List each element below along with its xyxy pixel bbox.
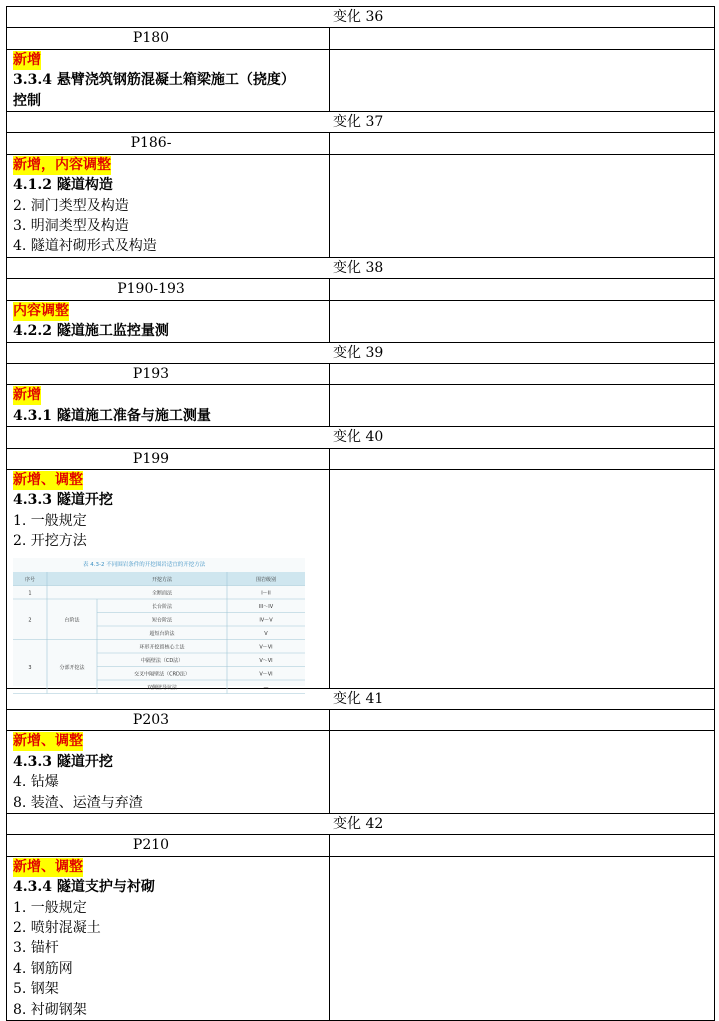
content-cell — [7, 469, 330, 691]
content-row — [7, 154, 715, 257]
content-cell — [7, 154, 330, 257]
change-type-tag: 新增、调整 — [13, 733, 83, 750]
page-row-empty-cell — [330, 279, 715, 300]
page-row — [7, 709, 715, 730]
page-row — [7, 835, 715, 856]
page-row — [7, 279, 715, 300]
section-item: 8. 装渣、运渣与弃渣 — [13, 794, 143, 811]
tag-line — [13, 857, 329, 877]
change-cell — [7, 7, 715, 28]
tag-line — [13, 155, 329, 175]
section-item: 8. 衬砌钢架 — [13, 1001, 87, 1018]
changes-table — [6, 6, 715, 1021]
page-row — [7, 133, 715, 154]
embedded-cell: 双侧壁导坑法 — [146, 684, 178, 691]
change-row — [7, 427, 715, 448]
change-row — [7, 342, 715, 363]
embedded-cell: 分部开挖法 — [59, 664, 85, 671]
embedded-cell: 超短台阶法 — [149, 630, 175, 637]
embedded-header: 序号 — [24, 576, 36, 583]
change-cell — [7, 112, 715, 133]
change-cell — [7, 688, 715, 709]
embedded-cell: V — [264, 630, 268, 637]
embedded-cell: III～IV — [258, 603, 274, 610]
content-cell — [7, 385, 330, 427]
section-heading-cont: 控制 — [13, 92, 41, 109]
embedded-caption: 表 4.3-2 不同围岩条件的开挖围岩适宜的开挖方法 — [83, 561, 206, 568]
embedded-header: 开挖方法 — [151, 576, 173, 583]
content-empty-cell — [330, 300, 715, 342]
embedded-cell: 中隔壁法（CD法） — [140, 657, 184, 664]
content-cell — [7, 49, 330, 111]
page-number: P193 — [7, 363, 330, 384]
content-row — [7, 385, 715, 427]
change-type-tag: 新增 — [13, 51, 41, 68]
embedded-cell: 1 — [28, 590, 32, 597]
page-number: P180 — [7, 28, 330, 49]
page-row-empty-cell — [330, 133, 715, 154]
content-row — [7, 469, 715, 688]
embedded-cell: 环形开挖留核心土法 — [139, 644, 185, 651]
content-empty-cell — [330, 856, 715, 1020]
change-type-tag: 新增、调整 — [13, 471, 83, 488]
section-heading: 4.3.3 隧道开挖 — [13, 492, 113, 509]
page-row-empty-cell — [330, 28, 715, 49]
page-row — [7, 363, 715, 384]
section-heading: 4.3.4 隧道支护与衬砌 — [13, 879, 155, 896]
section-heading: 4.1.2 隧道构造 — [13, 177, 113, 194]
change-label: 变化 38 — [333, 259, 384, 276]
change-label: 变化 36 — [333, 9, 384, 25]
content-cell — [7, 300, 330, 342]
embedded-cell: V～VI — [259, 644, 273, 651]
embedded-cell: — — [263, 684, 269, 691]
change-label: 变化 41 — [333, 690, 384, 707]
tag-line — [13, 731, 329, 751]
section-item: 2. 开挖方法 — [13, 533, 87, 550]
section-item: 3. 锚杆 — [13, 940, 59, 957]
content-cell — [7, 856, 330, 1020]
change-label: 变化 39 — [333, 344, 384, 361]
change-type-tag: 内容调整 — [13, 302, 69, 319]
section-item: 4. 钻爆 — [13, 774, 59, 791]
page-row-empty-cell — [330, 835, 715, 856]
content-row — [7, 856, 715, 1020]
page-number: P210 — [7, 835, 330, 856]
change-row — [7, 112, 715, 133]
page-number: P199 — [7, 448, 330, 469]
change-type-tag: 新增 — [13, 387, 41, 404]
section-item: 1. 一般规定 — [13, 899, 87, 916]
embedded-cell: 短台阶法 — [151, 617, 173, 624]
section-heading: 4.3.1 隧道施工准备与施工测量 — [13, 407, 211, 424]
change-type-tag: 新增、调整 — [13, 858, 83, 875]
embedded-cell: I～II — [261, 590, 271, 597]
page-row — [7, 448, 715, 469]
tag-line — [13, 50, 329, 70]
content-cell — [7, 731, 330, 814]
change-cell — [7, 814, 715, 835]
page-number: P190-193 — [7, 279, 330, 300]
embedded-cell: 交叉中隔壁法（CRD法） — [134, 671, 190, 678]
change-cell — [7, 342, 715, 363]
tag-line — [13, 470, 329, 490]
tag-line — [13, 385, 329, 405]
embedded-cell: V～VI — [259, 657, 273, 664]
page-number: P203 — [7, 709, 330, 730]
embedded-cell: 全断面法 — [151, 590, 173, 597]
embedded-cell: 2 — [28, 617, 32, 624]
section-item: 3. 明洞类型及构造 — [13, 218, 129, 235]
page-number: P186- — [7, 133, 330, 154]
change-cell — [7, 427, 715, 448]
content-empty-cell — [330, 49, 715, 111]
embedded-cell: V～VI — [259, 671, 273, 678]
content-row — [7, 49, 715, 111]
content-row — [7, 731, 715, 814]
change-label: 变化 42 — [333, 816, 384, 832]
section-item: 4. 隧道衬砌形式及构造 — [13, 238, 157, 255]
page-row-empty-cell — [330, 448, 715, 469]
change-cell — [7, 257, 715, 278]
page-row — [7, 28, 715, 49]
section-item: 4. 钢筋网 — [13, 960, 73, 977]
embedded-cell: 长台阶法 — [151, 603, 173, 610]
page-row-empty-cell — [330, 363, 715, 384]
change-label: 变化 40 — [333, 429, 384, 446]
content-empty-cell — [330, 385, 715, 427]
content-empty-cell — [330, 469, 715, 688]
section-heading: 4.2.2 隧道施工监控量测 — [13, 323, 169, 340]
tag-line — [13, 301, 329, 321]
section-item: 2. 喷射混凝土 — [13, 920, 101, 937]
content-empty-cell — [330, 731, 715, 814]
embedded-cell: IV～V — [259, 617, 273, 624]
section-item: 1. 一般规定 — [13, 512, 87, 529]
change-row — [7, 688, 715, 709]
change-row — [7, 814, 715, 835]
change-row — [7, 257, 715, 278]
content-row — [7, 300, 715, 342]
content-empty-cell — [330, 154, 715, 257]
change-label: 变化 37 — [333, 114, 384, 131]
section-heading: 4.3.3 隧道开挖 — [13, 753, 113, 770]
page-row-empty-cell — [330, 709, 715, 730]
change-type-tag: 新增，内容调整 — [13, 156, 111, 173]
embedded-header: 围岩级别 — [255, 576, 277, 583]
embedded-cell: 3 — [28, 664, 32, 671]
section-heading: 3.3.4 悬臂浇筑钢筋混凝土箱梁施工（挠度） — [13, 72, 295, 89]
embedded-table-image — [13, 558, 305, 691]
section-item: 2. 洞门类型及构造 — [13, 197, 129, 214]
change-row — [7, 7, 715, 28]
section-item: 5. 钢架 — [13, 981, 59, 998]
embedded-cell: 台阶法 — [64, 617, 80, 624]
